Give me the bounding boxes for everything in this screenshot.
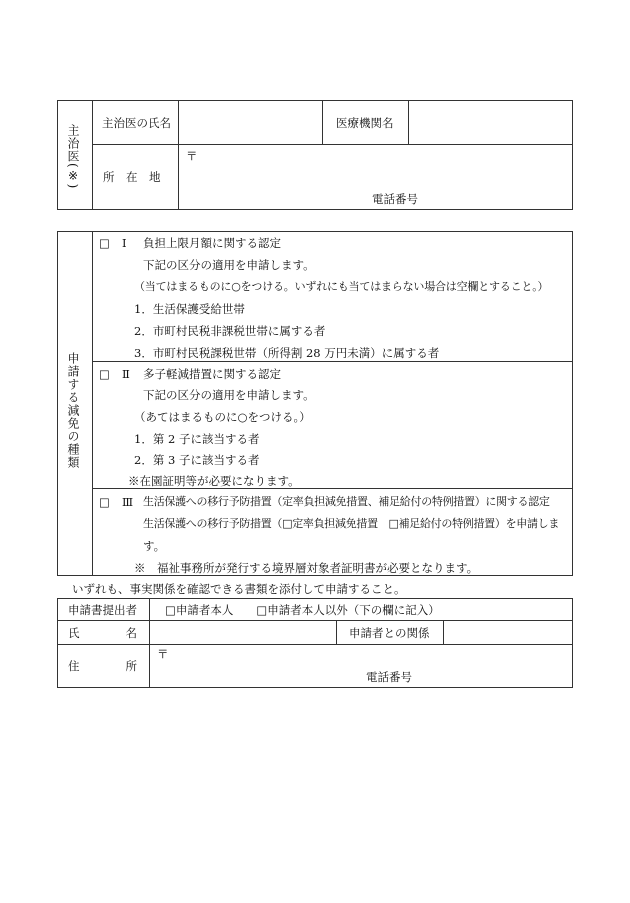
section-2-line: 下記の区分の適用を申請します。 [143, 388, 315, 402]
attachment-note: いずれも、事実関係を確認できる書類を添付して申請すること。 [72, 582, 406, 596]
submitter-label: 申請書提出者 [68, 603, 137, 617]
section-2-line: （あてはまるものに○をつける。） [134, 410, 311, 424]
section-2-option: 1．第 2 子に該当する者 [134, 432, 260, 446]
applicant-address-label: 住 所 [68, 659, 137, 673]
doctor-side-label: 主治医(※) [66, 124, 80, 190]
divider [92, 144, 573, 145]
institution-label: 医療機関名 [336, 116, 394, 130]
applicant-name-label: 氏 名 [68, 626, 137, 640]
section-1-option: 1．生活保護受給世帯 [134, 302, 245, 316]
section-2-checkbox[interactable]: □ [99, 367, 110, 381]
applicant-postal-mark: 〒 [157, 647, 169, 661]
section-2-option: 2．第 3 子に該当する者 [134, 453, 260, 467]
section-3-title: 生活保護への移行予防措置（定率負担減免措置、補足給付の特例措置）に関する認定 [143, 495, 550, 508]
divider [92, 488, 573, 489]
divider [92, 100, 93, 210]
section-1-numeral: Ⅰ [122, 236, 127, 250]
divider [408, 100, 409, 144]
doctor-postal-mark: 〒 [186, 149, 198, 163]
section-2-numeral: Ⅱ [122, 367, 130, 381]
section-1-title: 負担上限月額に関する認定 [143, 236, 281, 250]
doctor-address-label: 所 在 地 [103, 170, 161, 184]
section-1-line: 下記の区分の適用を申請します。 [143, 258, 315, 272]
divider [336, 620, 337, 644]
section-3-line: す。 [143, 539, 166, 553]
section-3-numeral: Ⅲ [122, 495, 134, 509]
doctor-name-label: 主治医の氏名 [102, 116, 171, 130]
section-2-note: ※在園証明等が必要になります。 [128, 474, 300, 488]
section-3-checkbox[interactable]: □ [99, 495, 110, 509]
section-1-line: （当てはまるものに○をつける。いずれにも当てはまらない場合は空欄とすること。） [134, 280, 549, 293]
doctor-phone-label: 電話番号 [372, 192, 418, 206]
exemption-side-label: 申請する減免の種類 [66, 352, 80, 469]
relation-label: 申請者との関係 [349, 626, 430, 640]
section-1-option: 3．市町村民税課税世帯（所得割 28 万円未満）に属する者 [134, 346, 440, 360]
institution-field[interactable] [414, 116, 568, 132]
submitter-options[interactable]: □申請者本人 □申請者本人以外（下の欄に記入） [165, 603, 440, 617]
doctor-name-field[interactable] [184, 116, 318, 132]
section-2-title: 多子軽減措置に関する認定 [143, 367, 281, 381]
divider [149, 598, 150, 688]
divider [92, 231, 93, 576]
section-3-note: ※ 福祉事務所が発行する境界層対象者証明書が必要となります。 [134, 561, 479, 575]
divider [443, 620, 444, 644]
divider [57, 620, 573, 621]
section-3-line: 生活保護への移行予防措置（□定率負担減免措置 □補足給付の特例措置）を申請しま [143, 517, 560, 530]
divider [178, 100, 179, 210]
section-1-option: 2．市町村民税非課税世帯に属する者 [134, 324, 326, 338]
applicant-phone-label: 電話番号 [366, 670, 412, 684]
section-1-checkbox[interactable]: □ [99, 236, 110, 250]
divider [57, 644, 573, 645]
divider [92, 361, 573, 362]
divider [322, 100, 323, 144]
